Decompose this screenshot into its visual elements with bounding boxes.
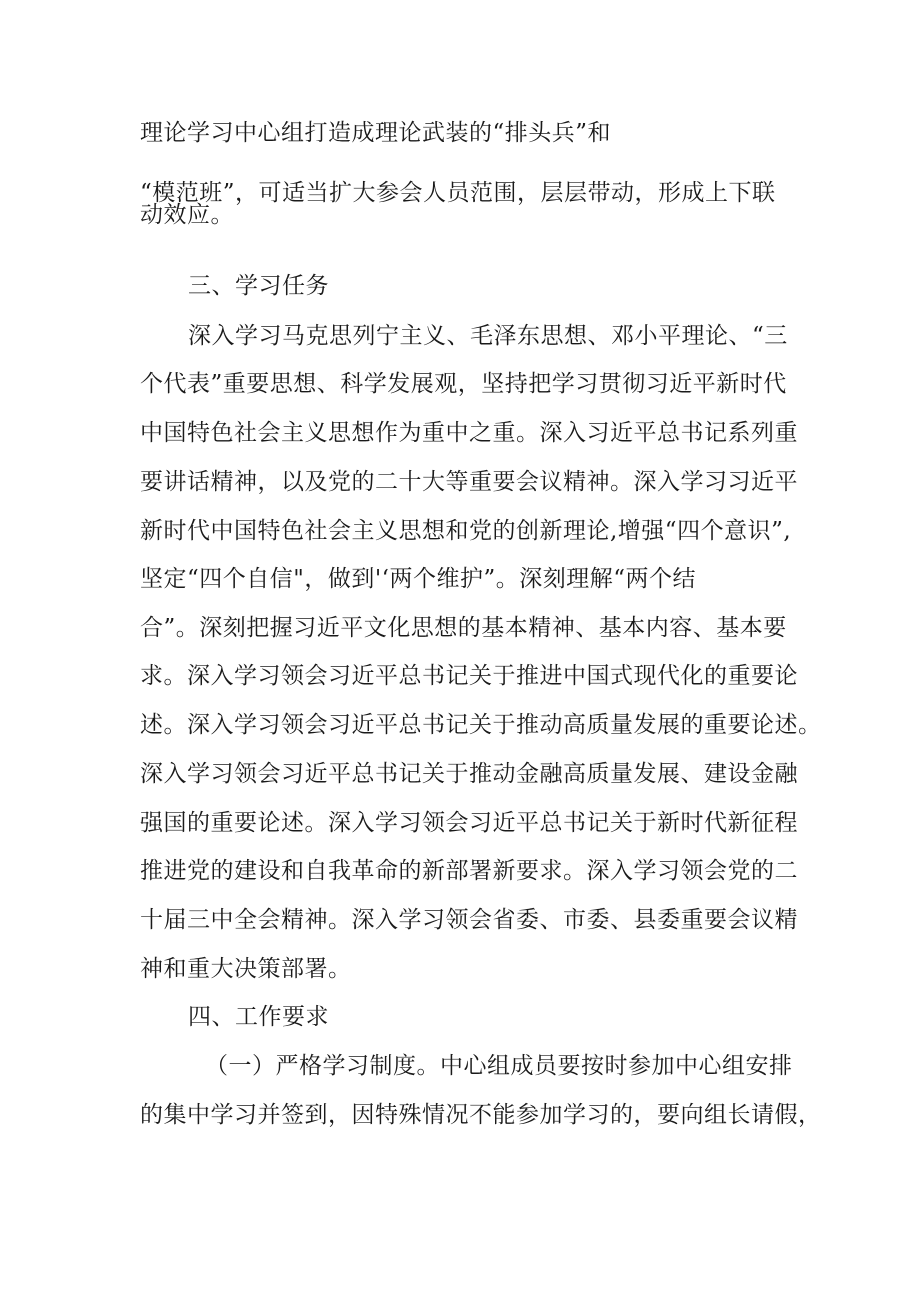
paragraph-line: （一）严格学习制度。中心组成员要按时参加中心组安排 xyxy=(205,1053,793,1079)
paragraph-line: 理论学习中心组打造成理论武装的“排头兵”和 xyxy=(140,120,612,146)
paragraph-line: 推进党的建设和自我革命的新部署新要求。深入学习领会党的二 xyxy=(140,858,798,884)
paragraph-line: 动效应。 xyxy=(140,202,234,228)
paragraph-line: 个代表”重要思想、科学发展观，坚持把学习贯彻习近平新时代 xyxy=(140,371,787,397)
paragraph-line: 合”。深刻把握习近平文化思想的基本精神、基本内容、基本要 xyxy=(140,615,787,641)
section-heading: 三、学习任务 xyxy=(188,273,329,299)
paragraph-line: 的集中学习并签到，因特殊情况不能参加学习的，要向组长请假， xyxy=(140,1102,822,1128)
paragraph-line: 深入学习马克思列宁主义、毛泽东思想、邓小平理论、“三 xyxy=(188,323,788,349)
paragraph-line: 深入学习领会习近平总书记关于推动金融高质量发展、建设金融 xyxy=(140,761,798,787)
paragraph-line: 中国特色社会主义思想作为重中之重。深入习近平总书记系列重 xyxy=(140,420,798,446)
paragraph-line: 述。深入学习领会习近平总书记关于推动高质量发展的重要论述。 xyxy=(140,712,822,738)
paragraph-line: 神和重大决策部署。 xyxy=(140,956,352,982)
paragraph-line: 求。深入学习领会习近平总书记关于推进中国式现代化的重要论 xyxy=(140,663,798,689)
paragraph-line: 要讲话精神，以及党的二十大等重要会议精神。深入学习习近平 xyxy=(140,469,798,495)
paragraph-line: 新时代中国特色社会主义思想和党的创新理论,增强“四个意识”, xyxy=(140,518,792,544)
paragraph-line: 十届三中全会精神。深入学习领会省委、市委、县委重要会议精 xyxy=(140,907,798,933)
paragraph-line: 强国的重要论述。深入学习领会习近平总书记关于新时代新征程 xyxy=(140,810,798,836)
paragraph-line: 坚定“四个自信"，做到'‘两个维护”。深刻理解“两个结 xyxy=(140,566,696,592)
section-heading: 四、工作要求 xyxy=(188,1004,329,1030)
paragraph-line: “模范班”，可适当扩大参会人员范围，层层带动，形成上下联 xyxy=(140,180,776,206)
